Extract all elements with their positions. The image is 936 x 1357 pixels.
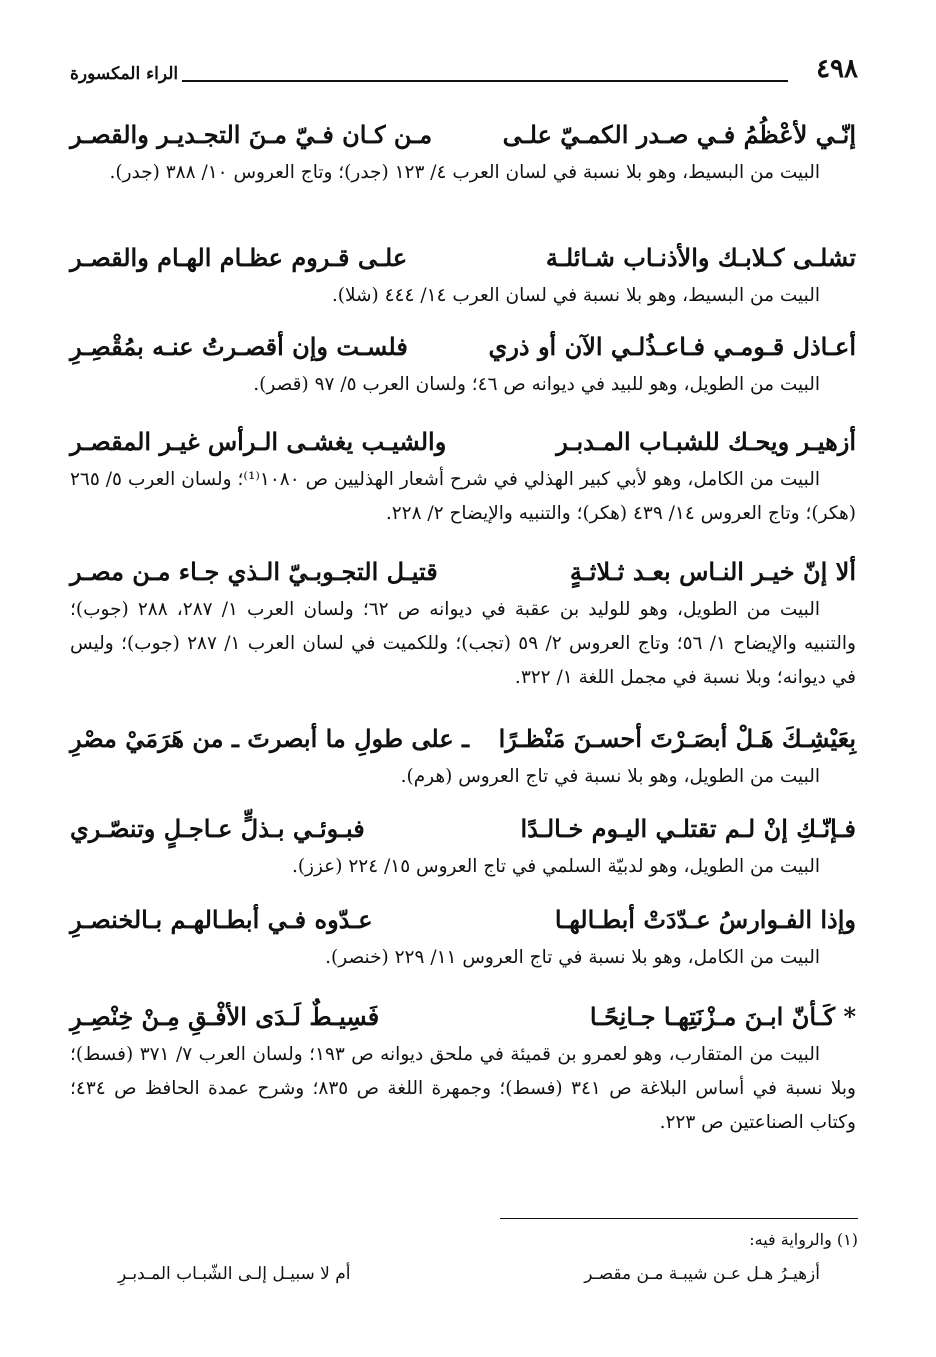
footnote-second-hemistich: أم لا سبيـل إلـى الشّبـاب المـدبـرِ	[118, 1264, 351, 1284]
verse-line	[70, 722, 856, 756]
verse-entry	[70, 241, 856, 313]
verse-entry	[70, 118, 856, 190]
second-hemistich: فلسـت وإن أقصـرتُ عنـه بمُقْصِـرِ	[70, 332, 408, 361]
footnote-verse	[118, 1264, 820, 1284]
second-hemistich: علـى قـروم عظـام الهـام والقصـر	[70, 243, 408, 272]
verse-line	[70, 903, 856, 937]
attribution-note: البيت من البسيط، وهو بلا نسبة في لسان العرب ٤/ ١٢٣ (جدر)؛ وتاج العروس ١٠/ ٣٨٨ (جدر).	[109, 162, 820, 183]
footnote-rule	[500, 1218, 858, 1219]
footnote-first-hemistich: أزهيـرُ هـل عـن شيبـة مـن مقصـر	[584, 1264, 820, 1284]
attribution-note: البيت من الكامل، وهو لأبي كبير الهذلي في شرح أشعار الهذليين ص ١٠٨٠⁽¹⁾؛ ولسان العرب ٥/ ٢٦٥ (هكر)؛ وتاج العروس ١٤/ ٤٣٩ (هكر)؛ والتنبيه والإيضاح ٢/ ٢٢٨.	[70, 469, 856, 524]
first-hemistich: أزهيـر ويحـك للشبـاب المـدبـر	[556, 427, 856, 456]
second-hemistich: مـن كـان فـيّ مـنَ التجـديـر والقصـر	[70, 120, 433, 149]
verse-line	[70, 425, 856, 459]
second-hemistich: قتيـل التجـوبـيّ الـذي جـاء مـن مصـر	[70, 557, 438, 586]
verse-line	[70, 812, 856, 846]
attribution-note: البيت من الطويل، وهو لدبيّة السلمي في تاج العروس ١٥/ ٢٢٤ (عزز).	[291, 856, 820, 877]
attribution-note: البيت من الكامل، وهو بلا نسبة في تاج العروس ١١/ ٢٢٩ (خنصر).	[325, 947, 820, 968]
verse-line	[70, 330, 856, 364]
page-header	[70, 52, 858, 92]
first-hemistich: فـإنّـكِ إنْ لـم تقتلـي اليـوم خـالـدًا	[520, 814, 856, 843]
verse-entry	[70, 425, 856, 531]
first-hemistich: تشلـى كـلابـك والأذنـاب شـائلـة	[545, 243, 856, 272]
attribution-note: البيت من الطويل، وهو بلا نسبة في تاج العروس (هرم).	[400, 766, 820, 787]
first-hemistich: أعـاذل قـومـي فـاعـذُلـي الآن أو ذري	[488, 332, 856, 361]
second-hemistich: ـ على طولِ ما أبصرتَ ـ من هَرَمَيْ مصْرِ	[70, 724, 470, 753]
attribution-note: البيت من الطويل، وهو للوليد بن عقبة في ديوانه ص ٦٢؛ ولسان العرب ١/ ٢٨٧، ٢٨٨ (جوب)؛ والتنبيه والإيضاح ١/ ٥٦؛ وتاج العروس ٢/ ٥٩ (تجب)؛ وللكميت في لسان العرب ١/ ٢٨٧ (جوب)؛ وليس في ديوانه؛ وبلا نسبة في مجمل اللغة ١/ ٣٢٢.	[70, 599, 856, 688]
second-hemistich: فبـوئـي بـذلٍّ عـاجـلٍ وتنصّـري	[70, 814, 365, 843]
first-hemistich: * كَـأنّ ابـنَ مـزْنَتِهـا جـانِحًـا	[589, 1002, 856, 1031]
verse-entry	[70, 555, 856, 695]
attribution-note: البيت من المتقارب، وهو لعمرو بن قميئة في ملحق ديوانه ص ١٩٣؛ ولسان العرب ٧/ ٣٧١ (فسط)؛ وبلا نسبة في أساس البلاغة ص ٣٤١ (فسط)؛ وجمهرة اللغة ص ٨٣٥؛ وشرح عمدة الحافظ ص ٤٣٤؛ وكتاب الصناعتين ص ٢٢٣.	[70, 1044, 856, 1133]
verse-entry	[70, 812, 856, 884]
verse-entry	[70, 1000, 856, 1140]
verse-entry	[70, 330, 856, 402]
first-hemistich: إنّـي لأعْظُمُ فـي صـدر الكمـيّ علـى	[502, 120, 856, 149]
page-number: ٤٩٨	[816, 54, 858, 84]
verse-entry	[70, 903, 856, 975]
running-title: الراء المكسورة	[70, 64, 179, 84]
second-hemistich: عـدّوه فـي أبطـالهـم بـالخنصـرِ	[70, 905, 373, 934]
first-hemistich: ألا إنّ خيـر النـاس بعـد ثـلاثـةٍ	[569, 557, 856, 586]
verse-entry	[70, 722, 856, 794]
verse-line	[70, 118, 856, 152]
header-rule	[182, 80, 788, 82]
attribution-note: البيت من الطويل، وهو للبيد في ديوانه ص ٤٦؛ ولسان العرب ٥/ ٩٧ (قصر).	[253, 374, 820, 395]
attribution-note: البيت من البسيط، وهو بلا نسبة في لسان العرب ١٤/ ٤٤٤ (شلا).	[331, 285, 820, 306]
first-hemistich: وإذا الفـوارسُ عـدّدَتْ أبطـالهـا	[554, 905, 856, 934]
first-hemistich: بِعَيْشِـكَ هَـلْ أبصَـرْتَ أحسـنَ مَنْظـرًا	[498, 724, 856, 753]
footnote-intro: (١) والرواية فيه:	[749, 1230, 858, 1249]
second-hemistich: فَسِيـطٌ لَـدَى الأفْـقِ مِـنْ خِنْصِـرِ	[70, 1002, 380, 1031]
verse-line	[70, 241, 856, 275]
verse-line	[70, 555, 856, 589]
second-hemistich: والشيـب يغشـى الـرأس غيـر المقصـر	[70, 427, 447, 456]
verse-line	[70, 1000, 856, 1034]
